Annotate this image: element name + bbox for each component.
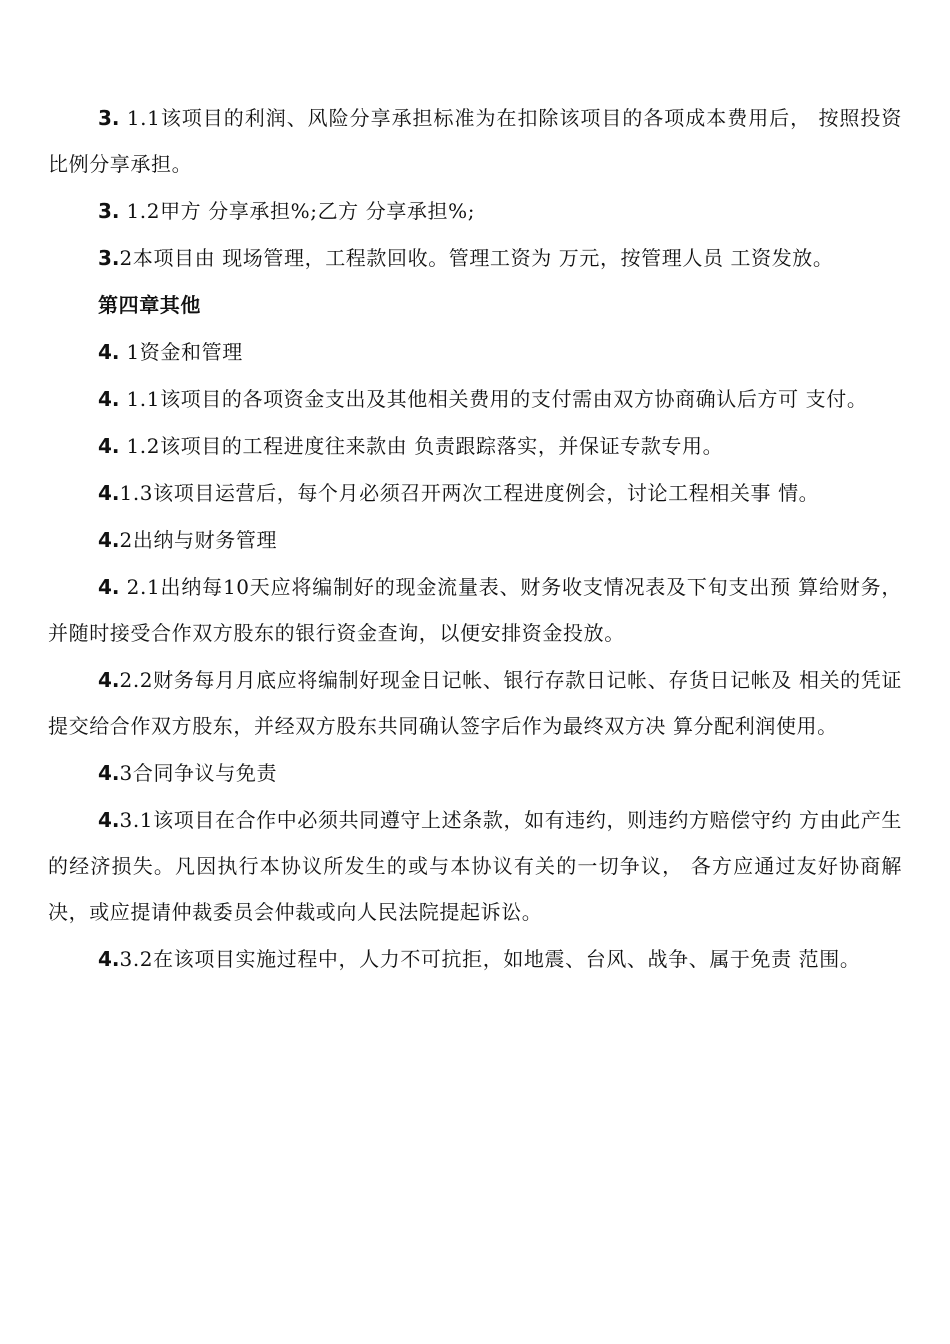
paragraph-text: 1.1该项目的各项资金支出及其他相关费用的支付需由双方协商确认后方可 支付。 <box>119 387 868 411</box>
clause-number: 3. <box>98 246 120 270</box>
paragraph-3-1-2 <box>48 188 902 234</box>
clause-number: 4. <box>98 340 120 364</box>
paragraph-text: 2.2财务每月月底应将编制好现金日记帐、银行存款日记帐、存货日记帐及 相关的凭证提交给合作双方股东，并经双方股东共同确认签字后作为最终双方决 算分配利润使用。 <box>48 668 902 738</box>
clause-number: 4. <box>98 947 120 971</box>
paragraph-text: 3.1该项目在合作中必须共同遵守上述条款，如有违约，则违约方赔偿守约 方由此产生的经济损失。凡因执行本协议所发生的或与本协议有关的一切争议， 各方应通过友好协商解决，或应提请仲裁委员会仲裁或向人民法院提起诉讼。 <box>48 808 902 924</box>
paragraph-4-1 <box>48 329 902 375</box>
paragraph-3-2 <box>48 235 902 281</box>
paragraph-text: 1资金和管理 <box>119 340 243 364</box>
paragraph-text: 1.2该项目的工程进度往来款由 负责跟踪落实，并保证专款专用。 <box>119 434 724 458</box>
clause-number: 4. <box>98 387 120 411</box>
clause-number: 4. <box>98 481 120 505</box>
paragraph-4-3-1 <box>48 797 902 935</box>
paragraph-text: 2出纳与财务管理 <box>119 528 278 552</box>
clause-number: 4. <box>98 668 120 692</box>
paragraph-4-2-2 <box>48 657 902 749</box>
paragraph-4-1-3 <box>48 470 902 516</box>
paragraph-text: 2.1出纳每10天应将编制好的现金流量表、财务收支情况表及下旬支出预 算给财务，并随时接受合作双方股东的银行资金查询，以便安排资金投放。 <box>48 575 902 645</box>
clause-number: 3. <box>98 106 120 130</box>
paragraph-4-2-1 <box>48 564 902 656</box>
chapter-heading <box>48 282 902 328</box>
clause-number: 4. <box>98 761 120 785</box>
paragraph-3-1-1 <box>48 95 902 187</box>
clause-number: 4. <box>98 434 120 458</box>
clause-number: 3. <box>98 199 120 223</box>
paragraph-text: 3.2在该项目实施过程中，人力不可抗拒，如地震、台风、战争、属于免责 范围。 <box>119 947 861 971</box>
paragraph-4-3 <box>48 750 902 796</box>
paragraph-text: 1.3该项目运营后，每个月必须召开两次工程进度例会，讨论工程相关事 情。 <box>119 481 820 505</box>
chapter-title: 第四章其他 <box>98 293 201 317</box>
paragraph-4-3-2 <box>48 936 902 982</box>
paragraph-4-1-2 <box>48 423 902 469</box>
paragraph-text: 1.2甲方 分享承担%;乙方 分享承担%; <box>119 199 476 223</box>
paragraph-text: 1.1该项目的利润、风险分享承担标准为在扣除该项目的各项成本费用后， 按照投资比例分享承担。 <box>48 106 902 176</box>
clause-number: 4. <box>98 808 120 832</box>
paragraph-4-2 <box>48 517 902 563</box>
document-page <box>48 95 902 983</box>
paragraph-text: 2本项目由 现场管理，工程款回收。管理工资为 万元，按管理人员 工资发放。 <box>119 246 834 270</box>
paragraph-text: 3合同争议与免责 <box>119 761 278 785</box>
clause-number: 4. <box>98 528 120 552</box>
paragraph-4-1-1 <box>48 376 902 422</box>
clause-number: 4. <box>98 575 120 599</box>
